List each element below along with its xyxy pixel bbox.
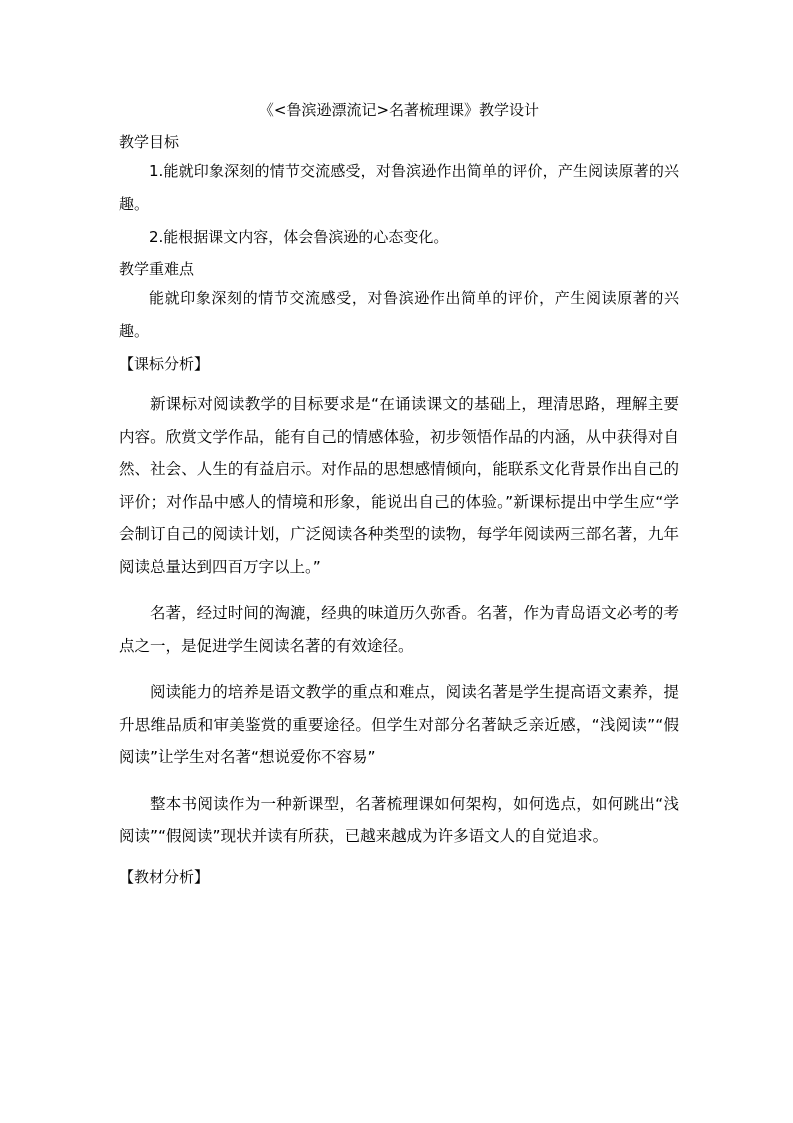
key-points-text: 能就印象深刻的情节交流感受，对鲁滨逊作出简单的评价，产生阅读原著的兴趣。 (119, 289, 679, 340)
textbook-heading: 【教材分析】 (119, 867, 210, 886)
key-points-heading: 教学重难点 (119, 260, 195, 278)
objective-2: 2.能根据课文内容，体会鲁滨逊的心态变化。 (149, 228, 449, 246)
curriculum-paragraph-2: 名著，经过时间的淘漉，经典的味道历久弥香。名著，作为青岛语文必考的考点之一，是促进学生阅读名著的有效途径。 (119, 604, 679, 655)
objectives-heading: 教学目标 (119, 133, 180, 151)
curriculum-heading: 【课标分析】 (119, 355, 210, 373)
curriculum-paragraph-3: 阅读能力的培养是语文教学的重点和难点，阅读名著是学生提高语文素养，提升思维品质和审美鉴赏的重要途径。但学生对部分名著缺乏亲近感，“浅阅读”“假阅读”让学生对名著“想说爱你不容易” (119, 683, 679, 766)
curriculum-paragraph-1: 新课标对阅读教学的目标要求是“在诵读课文的基础上，理清思路，理解主要内容。欣赏文学作品，能有自己的情感体验，初步领悟作品的内涵，从中获得对自然、社会、人生的有益启示。对作品的思想感情倾向，能联系文化背景作出自己的评价；对作品中感人的情境和形象，能说出自己的体验。”新课标提出中学生应“学会制订自己的阅读计划，广泛阅读各种类型的读物，每学年阅读两三部名著，九年阅读总量达到四百万字以上。” (119, 395, 679, 576)
curriculum-paragraph-4: 整本书阅读作为一种新课型，名著梳理课如何架构，如何选点，如何跳出“浅阅读”“假阅读”现状并读有所获，已越来越成为许多语文人的自觉追求。 (119, 794, 679, 845)
document-title: 《<鲁滨逊漂流记>名著梳理课》教学设计 (258, 101, 540, 119)
objective-1: 1.能就印象深刻的情节交流感受，对鲁滨逊作出简单的评价，产生阅读原著的兴趣。 (119, 162, 679, 213)
document-page (119, 93, 679, 893)
